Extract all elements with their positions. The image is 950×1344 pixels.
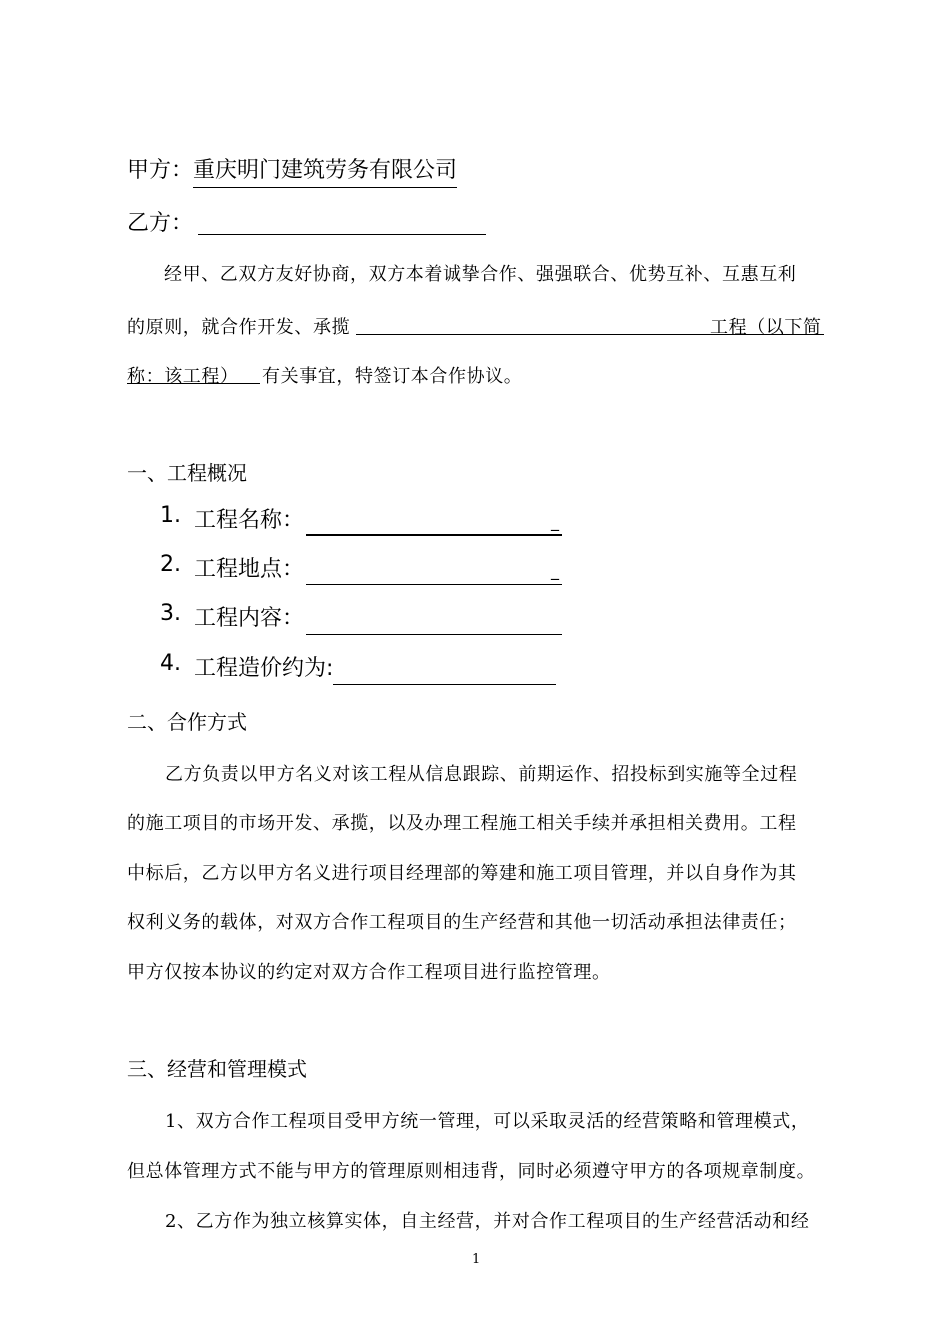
item-2-number: 2. [160,552,181,577]
item-1-mark: _ [551,512,559,531]
section-2-line-3: 中标后，乙方以甲方名义进行项目经理部的筹建和施工项目管理，并以自身作为其 [127,863,797,884]
party-b-label: 乙方： [127,211,194,236]
item-2-mark: _ [551,561,559,580]
intro-line-2-suffix: 工程（以下简 [710,317,822,338]
item-4-label: 工程造价约为: [194,656,334,681]
item-2-label: 工程地点： [194,557,305,582]
item-4-number: 4. [160,651,181,676]
item-2-blank [306,584,562,585]
item-4-blank [333,684,556,685]
item-1-label: 工程名称： [194,508,305,533]
intro-line-3-rest: 有关事宜，特签订本合作协议。 [262,366,523,387]
party-b-blank [198,234,486,235]
section-3-line-2: 但总体管理方式不能与甲方的管理原则相违背，同时必须遵守甲方的各项规章制度。 [127,1161,816,1182]
section-2-line-2: 的施工项目的市场开发、承揽，以及办理工程施工相关手续并承担相关费用。工程 [127,813,797,834]
section-2-heading: 二、合作方式 [127,710,247,734]
section-2-line-5: 甲方仅按本协议的约定对双方合作工程项目进行监控管理。 [127,962,611,983]
section-2-line-1: 乙方负责以甲方名义对该工程从信息跟踪、前期运作、招投标到实施等全过程 [165,764,798,785]
item-3-blank [306,634,562,635]
item-1-blank [306,534,562,536]
section-3-heading: 三、经营和管理模式 [127,1057,307,1081]
page-number: 1 [472,1252,481,1267]
item-3-number: 3. [160,601,181,626]
intro-line-1: 经甲、乙双方友好协商，双方本着诚挚合作、强强联合、优势互补、互惠互利 [164,264,797,285]
party-a-name: 重庆明门建筑劳务有限公司 [193,158,457,188]
intro-line-3-underline [127,383,260,384]
section-1-heading: 一、工程概况 [127,461,247,485]
item-3-label: 工程内容： [194,606,305,631]
section-3-line-1: 1、双方合作工程项目受甲方统一管理，可以采取灵活的经营策略和管理模式， [165,1111,810,1132]
party-a-line [127,153,457,184]
section-3-line-3: 2、乙方作为独立核算实体，自主经营，并对合作工程项目的生产经营活动和经 [165,1211,810,1232]
item-1-number: 1. [160,503,181,528]
intro-line-2-prefix: 的原则，就合作开发、承揽 [127,317,351,338]
section-2-line-4: 权利义务的载体，对双方合作工程项目的生产经营和其他一切活动承担法律责任； [127,912,797,933]
party-a-label: 甲方： [127,158,194,183]
intro-line-3-underlined: 称：该工程） [127,366,239,387]
